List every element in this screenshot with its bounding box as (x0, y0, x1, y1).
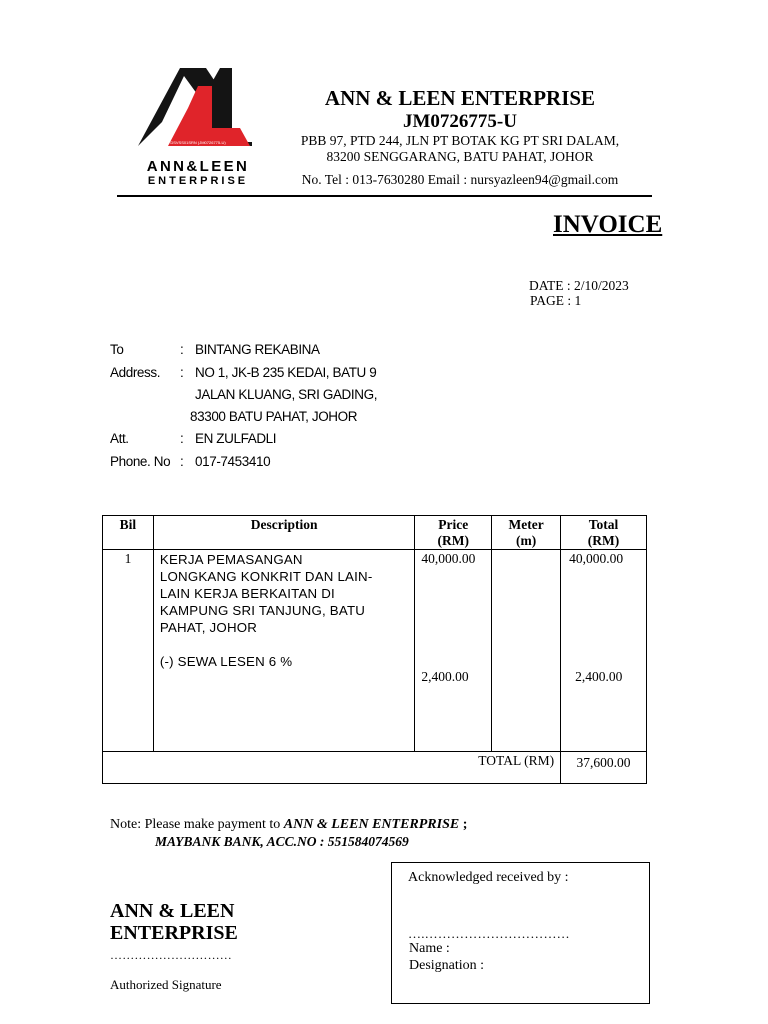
payment-note-company: ANN & LEEN ENTERPRISE (283, 817, 460, 832)
signature-line: ………………………… (110, 948, 232, 962)
item-price-cell (415, 550, 492, 752)
address-line1: NO 1, JK-B 235 KEDAI, BATU 9 (195, 365, 377, 380)
phone-label: Phone. No (110, 454, 171, 469)
acknowledgement-name-label: Name : (409, 941, 450, 956)
signature-label: Authorized Signature (110, 977, 222, 992)
invoice-title: INVOICE (553, 211, 663, 238)
company-address-line1: PBB 97, PTD 244, JLN PT BOTAK KG PT SRI DALAM, (300, 133, 620, 148)
header-description: Description (153, 516, 414, 550)
item-bil: 1 (103, 550, 154, 752)
table-row (103, 550, 647, 752)
total-row (103, 752, 647, 784)
item-deduction-price: 2,400.00 (421, 669, 469, 684)
acknowledgement-designation-label: Designation : (409, 958, 485, 973)
header-price-line2: (RM) (437, 533, 469, 548)
item-meter-cell (492, 550, 561, 752)
header-bil: Bil (103, 516, 154, 550)
bank-account: MAYBANK BANK, ACC.NO : 551584074569 (155, 834, 409, 849)
address-colon: : (180, 365, 184, 380)
logo-text-line2: ENTERPRISE (147, 175, 249, 187)
header-total-line1: Total (588, 517, 619, 532)
company-address-line2: 83200 SENGGARANG, BATU PAHAT, JOHOR (326, 149, 594, 164)
invoice-page: PAGE : 1 (530, 293, 582, 308)
header-meter-line1: Meter (508, 517, 544, 532)
phone-value: 017-7453410 (195, 454, 271, 469)
item-description-line4: KAMPUNG SRI TANJUNG, BATU (159, 603, 366, 618)
logo-mark-icon (128, 62, 268, 158)
to-label: To (110, 342, 124, 357)
header-meter (492, 516, 561, 550)
item-price: 40,000.00 (421, 551, 476, 566)
item-description-line2: LONGKANG KONKRIT DAN LAIN- (159, 569, 373, 584)
header-total (561, 516, 647, 550)
logo-text-line1: ANN&LEEN (146, 158, 250, 175)
item-total-cell (561, 550, 647, 752)
address-label: Address. (110, 365, 161, 380)
item-deduction-total: 2,400.00 (575, 669, 623, 684)
company-logo (128, 62, 268, 192)
item-total: 40,000.00 (569, 551, 624, 566)
header-meter-line2: (m) (516, 533, 537, 548)
signature-company-line2: ENTERPRISE (110, 922, 238, 944)
header-total-line2: (RM) (587, 533, 620, 548)
address-line3: 83300 BATU PAHAT, JOHOR (190, 409, 358, 424)
company-name: ANN & LEEN ENTERPRISE (324, 86, 596, 110)
address-line2: JALAN KLUANG, SRI GADING, (195, 387, 378, 402)
payment-note (110, 817, 467, 833)
total-label: TOTAL (RM) (103, 752, 561, 784)
phone-colon: : (180, 454, 184, 469)
acknowledgement-signature-line: ….…………………………… (408, 926, 570, 941)
att-label: Att. (110, 431, 129, 446)
invoice-date: DATE : 2/10/2023 (529, 278, 629, 293)
to-colon: : (180, 342, 184, 357)
item-description-line3: LAIN KERJA BERKAITAN DI (159, 586, 335, 601)
header-price-line1: Price (438, 517, 469, 532)
item-description (153, 550, 414, 752)
header-price (415, 516, 492, 550)
invoice-items-table (102, 515, 647, 784)
att-value: EN ZULFADLI (195, 431, 277, 446)
payment-note-prefix: Note: Please make payment to (110, 817, 284, 832)
table-header-row (103, 516, 647, 550)
svg-text:DSVSS01SRN (JM0726775-U): DSVSS01SRN (JM0726775-U) (170, 140, 226, 145)
to-value: BINTANG REKABINA (195, 342, 320, 357)
acknowledgement-title: Acknowledged received by : (408, 870, 569, 885)
registration-number: JM0726775-U (403, 111, 517, 132)
header-divider (117, 195, 652, 197)
att-colon: : (180, 431, 184, 446)
signature-company-line1: ANN & LEEN (110, 900, 235, 922)
item-description-line1: KERJA PEMASANGAN (159, 552, 303, 567)
payment-note-suffix: ; (459, 817, 468, 832)
item-deduction-label: (-) SEWA LESEN 6 % (159, 654, 293, 669)
total-value: 37,600.00 (561, 752, 647, 784)
item-description-line5: PAHAT, JOHOR (159, 620, 258, 635)
company-contact: No. Tel : 013-7630280 Email : nursyazleen94@gmail.com (301, 172, 619, 187)
